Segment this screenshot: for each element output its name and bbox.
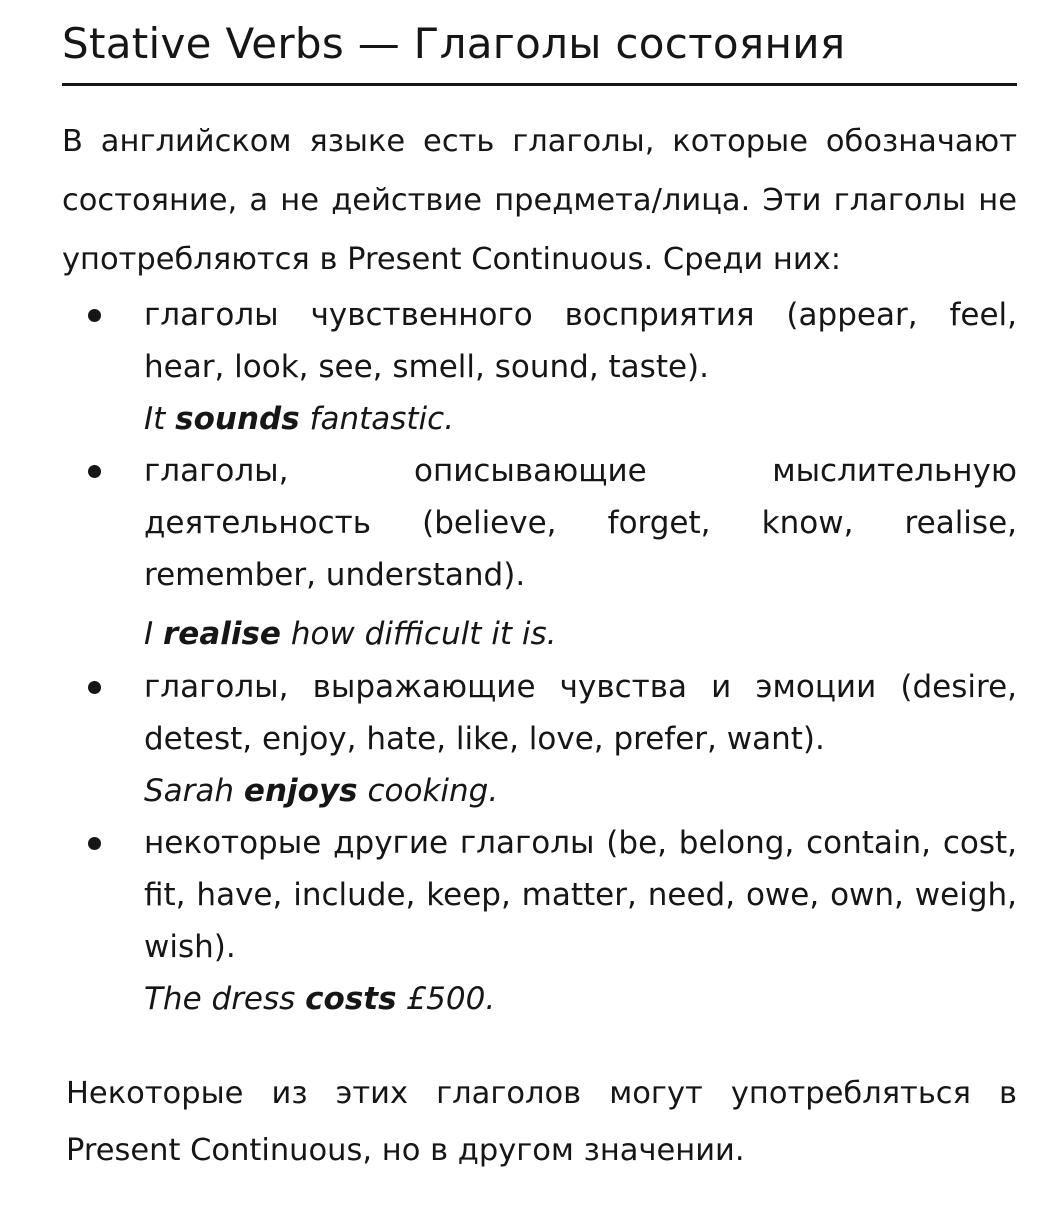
- example-text-before: Sarah: [144, 773, 244, 809]
- example-verb: sounds: [175, 401, 300, 437]
- verb-group: [62, 817, 1017, 1025]
- bullet-icon: [88, 309, 101, 322]
- verb-group-example: [144, 765, 1017, 817]
- example-text-after: fantastic.: [299, 401, 455, 437]
- verb-group-description: глаголы, выражающие чувства и эмоции (desire, detest, enjoy, hate, like, love, prefer, want).: [144, 669, 1017, 757]
- verb-group-example: [144, 607, 1017, 661]
- closing-paragraph: Некоторые из этих глаголов могут употребляться в Present Continuous, но в другом значении.: [66, 1076, 1017, 1168]
- example-text-before: It: [144, 401, 176, 437]
- verb-group: [62, 661, 1017, 817]
- example-verb: costs: [305, 981, 397, 1017]
- example-text-before: The dress: [144, 981, 306, 1017]
- example-text-before: I: [144, 616, 163, 652]
- bullet-icon: [88, 837, 101, 850]
- bullet-icon: [88, 681, 101, 694]
- page-title: Stative Verbs — Глаголы состояния: [62, 19, 846, 68]
- verb-group-description: некоторые другие глаголы (be, belong, contain, cost, fit, have, include, keep, matter, need, owe, own, weigh, wish).: [144, 825, 1017, 965]
- verb-group-example: [144, 973, 1017, 1025]
- example-verb: enjoys: [243, 773, 358, 809]
- verb-group: [62, 289, 1017, 445]
- grammar-page: [62, 14, 1017, 1179]
- example-text-after: cooking.: [357, 773, 499, 809]
- verb-group: [62, 445, 1017, 661]
- verb-group-example: [144, 393, 1017, 445]
- example-text-after: £500.: [396, 981, 496, 1017]
- verb-group-description: глаголы чувственного восприятия (appear, feel, hear, look, see, smell, sound, taste).: [144, 297, 1017, 385]
- verb-group-description: глаголы, описывающие мыслительную деятельность (believe, forget, know, realise, remember, understand).: [144, 453, 1017, 593]
- title-divider: [62, 83, 1017, 86]
- verb-group-list: [62, 289, 1017, 1025]
- example-text-after: how difficult it is.: [280, 616, 557, 652]
- example-verb: realise: [163, 616, 281, 652]
- bullet-icon: [88, 465, 101, 478]
- intro-paragraph: В английском языке есть глаголы, которые обозначают состояние, а не действие предмета/лица. Эти глаголы не употребляются в Present Continuous. Среди них:: [62, 124, 1017, 277]
